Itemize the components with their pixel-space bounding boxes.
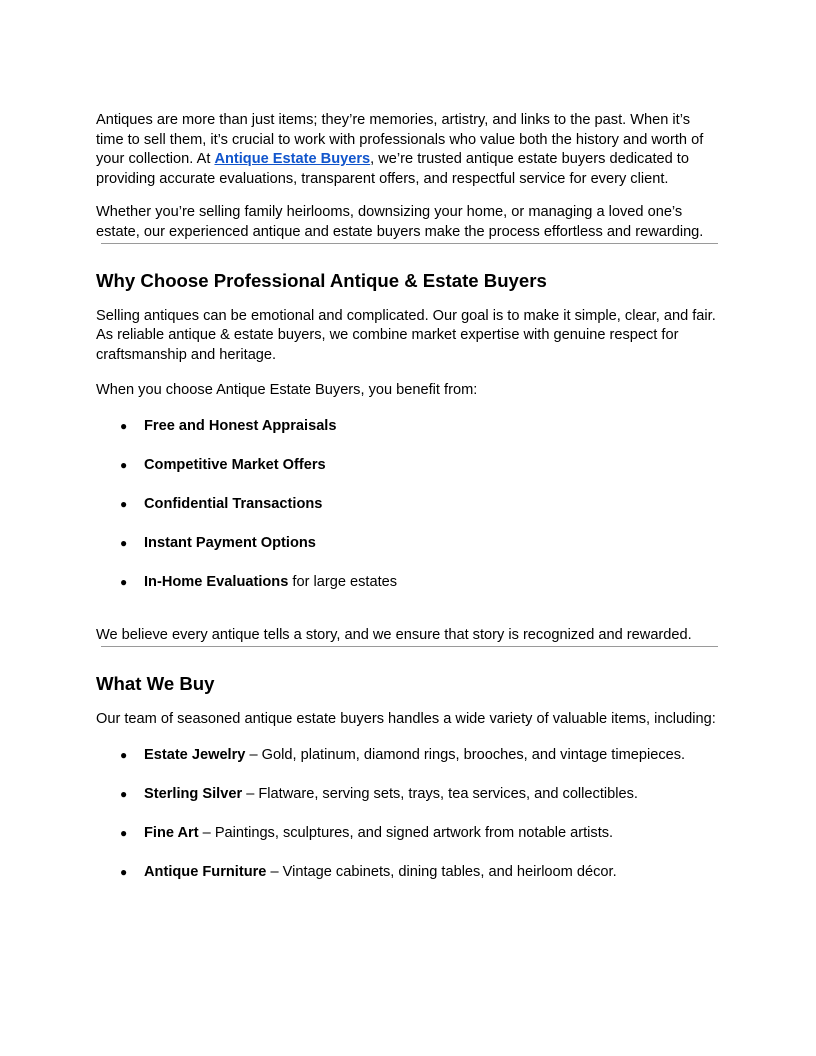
why-closing-paragraph: We believe every antique tells a story, and we ensure that story is recognized and rewarded.	[96, 627, 692, 644]
list-item	[96, 495, 720, 515]
intro-text-before-link: Antiques are more than just items; they’re memories, artistry, and links to the past. When it’s time to sell them, it’s crucial to work with professionals who value both the history and worth of your collection. At	[96, 112, 704, 168]
benefit-title: Competitive Market Offers	[144, 456, 326, 473]
bullet-icon: ●	[120, 825, 128, 840]
benefits-list	[96, 417, 720, 593]
benefit-title: In-Home Evaluations	[144, 573, 289, 590]
item-title: Sterling Silver	[144, 785, 243, 802]
item-description: – Gold, platinum, diamond rings, brooches, and vintage timepieces.	[245, 746, 686, 763]
list-item	[96, 534, 720, 554]
list-item	[96, 417, 720, 437]
bullet-icon: ●	[120, 747, 128, 762]
benefit-title: Instant Payment Options	[144, 534, 316, 551]
bullet-icon: ●	[120, 574, 128, 589]
benefit-rest: for large estates	[288, 573, 398, 590]
bullet-icon: ●	[120, 786, 128, 801]
item-title: Estate Jewelry	[144, 746, 246, 763]
list-item	[96, 824, 720, 844]
antique-estate-buyers-link[interactable]: Antique Estate Buyers	[214, 151, 371, 168]
why-choose-heading: Why Choose Professional Antique & Estate Buyers	[96, 269, 547, 291]
bullet-icon: ●	[120, 457, 128, 472]
list-item	[96, 785, 720, 805]
list-item	[96, 863, 720, 883]
item-description: – Paintings, sculptures, and signed artwork from notable artists.	[198, 824, 614, 841]
what-we-buy-heading: What We Buy	[96, 673, 215, 695]
benefit-title: Confidential Transactions	[144, 495, 323, 512]
bullet-icon: ●	[120, 535, 128, 550]
intro-paragraph-2: Whether you’re selling family heirlooms, downsizing your home, or managing a loved one’s estate, our experienced antique and estate buyers make the process effortless and rewarding.	[96, 204, 704, 240]
section-divider-2	[101, 646, 718, 647]
item-description: – Vintage cabinets, dining tables, and heirloom décor.	[266, 863, 617, 880]
list-item	[96, 746, 720, 766]
intro-text-after-link: , we’re trusted antique estate buyers dedicated to providing accurate evaluations, transparent offers, and respectful service for every client.	[96, 151, 689, 187]
list-item	[96, 456, 720, 476]
benefit-title: Free and Honest Appraisals	[144, 417, 337, 434]
bullet-icon: ●	[120, 864, 128, 879]
item-title: Antique Furniture	[144, 863, 267, 880]
section-divider-1	[101, 243, 718, 244]
what-we-buy-intro: Our team of seasoned antique estate buyers handles a wide variety of valuable items, including:	[96, 711, 716, 728]
why-paragraph-2: When you choose Antique Estate Buyers, you benefit from:	[96, 382, 478, 399]
bullet-icon: ●	[120, 496, 128, 511]
item-description: – Flatware, serving sets, trays, tea services, and collectibles.	[242, 785, 638, 802]
list-item	[96, 573, 720, 593]
intro-paragraph-1	[96, 111, 720, 189]
why-paragraph-1: Selling antiques can be emotional and complicated. Our goal is to make it simple, clear, and fair. As reliable antique & estate buyers, we combine market expertise with genuine respect for craftsmanship and heritage.	[96, 307, 716, 363]
bullet-icon: ●	[120, 418, 128, 433]
items-list	[96, 746, 720, 883]
item-title: Fine Art	[144, 824, 199, 841]
